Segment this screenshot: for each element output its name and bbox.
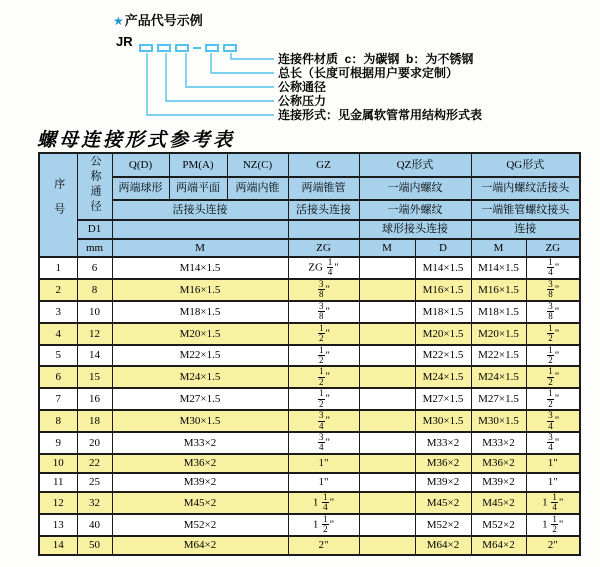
cell-m-thread: M52×2 [112,514,288,536]
cell-qg-m: M27×1.5 [471,388,526,410]
header-m-label: M [112,239,288,257]
diagram-label-pressure: 公称压力 [278,94,327,108]
cell-diameter: 18 [77,410,112,432]
header-union-connection: 活接头连接 [112,200,288,220]
cell-serial: 4 [39,323,77,345]
cell-serial: 13 [39,514,77,536]
header-qg-m: M [471,239,526,257]
cell-diameter: 6 [77,257,112,279]
table-row [39,279,580,301]
cell-m-thread: M36×2 [112,454,288,473]
cell-m-thread: M64×2 [112,536,288,555]
cell-qg-m: M64×2 [471,536,526,555]
table-title: 螺母连接形式参考表 [37,130,236,151]
header-qg-zg: ZG [526,239,580,257]
cell-serial: 8 [39,410,77,432]
header-pm-desc: 两端平面 [169,177,227,200]
cell-qg-m: M30×1.5 [471,410,526,432]
cell-serial: 6 [39,366,77,388]
header-d1: D1 [77,220,112,239]
col-header-qg-form: QG形式 [471,153,580,177]
table-row [39,454,580,473]
table-body [39,257,580,555]
header-mm: mm [77,239,112,257]
header-qg-desc: 一端内螺纹活接头 [471,177,580,200]
table-row [39,432,580,454]
header-zg-label: ZG [288,239,359,257]
table-row [39,473,580,492]
cell-m-thread: M18×1.5 [112,301,288,323]
code-box-icon [157,44,171,52]
cell-qg-m: M33×2 [471,432,526,454]
col-header-qz-form: QZ形式 [359,153,471,177]
cell-qz-m [359,257,415,279]
cell-qz-d: M16×1.5 [415,279,471,301]
header-empty-gz [288,220,359,239]
cell-qg-zg: 1 $\frac{1}{2}$ " [526,514,580,536]
table-row [39,536,580,555]
cell-qg-m: M14×1.5 [471,257,526,279]
diagram-label-material: 连接件材质 c：为碳钢 b：为不锈钢 [278,52,474,66]
table-row [39,345,580,367]
cell-qg-zg: $\frac{1}{4}$ " [526,257,580,279]
col-header-nz: NZ(C) [227,153,288,177]
cell-m-thread: M22×1.5 [112,345,288,367]
product-code-prefix: JR [116,34,133,49]
cell-qz-d: M36×2 [415,454,471,473]
col-header-pm: PM(A) [169,153,227,177]
cell-qz-m [359,323,415,345]
cell-qg-m: M16×1.5 [471,279,526,301]
cell-qg-zg: $\frac{3}{8}$ " [526,301,580,323]
code-box-icon [205,44,219,52]
cell-gz-thread: $\frac{3}{8}$ " [288,279,359,301]
header-nz-desc: 两端内锥 [227,177,288,200]
cell-qg-m: M18×1.5 [471,301,526,323]
code-box-icon [139,44,153,52]
cell-qz-m [359,279,415,301]
cell-diameter: 15 [77,366,112,388]
cell-serial: 7 [39,388,77,410]
star-icon: ★ [113,14,124,28]
cell-gz-thread: 1 $\frac{1}{4}$ " [288,492,359,514]
cell-qg-zg: $\frac{1}{2}$ " [526,388,580,410]
cell-diameter: 22 [77,454,112,473]
cell-serial: 11 [39,473,77,492]
cell-gz-thread: $\frac{1}{2}$ " [288,323,359,345]
header-qz-connection: 一端外螺纹 [359,200,471,220]
header-gz-desc: 两端锥管 [288,177,359,200]
cell-qz-m [359,514,415,536]
cell-diameter: 14 [77,345,112,367]
cell-diameter: 32 [77,492,112,514]
header-empty-m [112,220,288,239]
diagram-label-connection: 连接形式：见金属软管常用结构形式表 [278,108,483,122]
col-header-q: Q(D) [112,153,169,177]
table-header [39,153,580,257]
table-row [39,301,580,323]
cell-m-thread: M24×1.5 [112,366,288,388]
cell-gz-thread: $\frac{1}{2}$ " [288,388,359,410]
cell-m-thread: M14×1.5 [112,257,288,279]
cell-serial: 10 [39,454,77,473]
cell-qz-d: M18×1.5 [415,301,471,323]
cell-qg-zg: 2" [526,536,580,555]
cell-diameter: 20 [77,432,112,454]
cell-qz-d: M45×2 [415,492,471,514]
cell-qg-zg: 1" [526,454,580,473]
cell-qz-m [359,536,415,555]
cell-qz-m [359,301,415,323]
cell-qz-m [359,432,415,454]
header-qz-connection2: 球形接头连接 [359,220,471,239]
cell-qz-m [359,366,415,388]
cell-gz-thread: $\frac{1}{2}$ " [288,366,359,388]
cell-serial: 12 [39,492,77,514]
cell-qg-m: M24×1.5 [471,366,526,388]
cell-qg-m: M36×2 [471,454,526,473]
cell-qg-m: M39×2 [471,473,526,492]
cell-gz-thread: 1" [288,454,359,473]
cell-gz-thread: ZG $\frac{1}{4}$ " [288,257,359,279]
cell-qz-d: M27×1.5 [415,388,471,410]
cell-qz-d: M33×2 [415,432,471,454]
col-header-gz: GZ [288,153,359,177]
cell-qg-zg: $\frac{3}{8}$ " [526,279,580,301]
product-code-heading [113,14,203,28]
table-row [39,257,580,279]
code-box-icon [175,44,189,52]
cell-qz-d: M39×2 [415,473,471,492]
cell-m-thread: M39×2 [112,473,288,492]
cell-serial: 3 [39,301,77,323]
cell-qz-m [359,345,415,367]
code-box-icon [223,44,237,52]
col-header-serial: 序号 [39,153,77,257]
table-row [39,323,580,345]
cell-qz-m [359,410,415,432]
cell-gz-thread: 2" [288,536,359,555]
cell-qz-d: M52×2 [415,514,471,536]
table-row [39,388,580,410]
cell-qg-zg: $\frac{1}{2}$ " [526,366,580,388]
cell-qg-zg: $\frac{1}{2}$ " [526,345,580,367]
cell-qz-m [359,388,415,410]
cell-qg-zg: $\frac{3}{4}$ " [526,410,580,432]
cell-serial: 2 [39,279,77,301]
cell-qz-m [359,454,415,473]
cell-serial: 5 [39,345,77,367]
header-qz-m: M [359,239,415,257]
cell-diameter: 10 [77,301,112,323]
cell-m-thread: M45×2 [112,492,288,514]
cell-qz-d: M14×1.5 [415,257,471,279]
table-row [39,514,580,536]
table-row [39,410,580,432]
cell-qg-m: M22×1.5 [471,345,526,367]
cell-m-thread: M20×1.5 [112,323,288,345]
cell-m-thread: M27×1.5 [112,388,288,410]
cell-diameter: 40 [77,514,112,536]
cell-qz-m [359,492,415,514]
diagram-label-length: 总长（长度可根据用户要求定制） [278,66,459,80]
cell-qz-m [359,473,415,492]
header-qz-desc: 一端内螺纹 [359,177,471,200]
cell-m-thread: M16×1.5 [112,279,288,301]
cell-diameter: 25 [77,473,112,492]
cell-gz-thread: $\frac{3}{8}$ " [288,301,359,323]
header-qg-connection: 一端锥管螺纹接头 [471,200,580,220]
header-qg-connection2: 连接 [471,220,580,239]
cell-gz-thread: 1 $\frac{1}{2}$ " [288,514,359,536]
cell-m-thread: M33×2 [112,432,288,454]
product-code-heading-text: 产品代号示例 [124,13,203,28]
header-qz-d: D [415,239,471,257]
cell-diameter: 16 [77,388,112,410]
table-row [39,366,580,388]
cell-qz-d: M30×1.5 [415,410,471,432]
cell-serial: 14 [39,536,77,555]
cell-qg-zg: 1 $\frac{1}{4}$ " [526,492,580,514]
code-dash-icon [193,47,201,49]
cell-m-thread: M30×1.5 [112,410,288,432]
cell-qg-zg: 1" [526,473,580,492]
cell-qz-d: M24×1.5 [415,366,471,388]
cell-diameter: 8 [77,279,112,301]
cell-qg-m: M52×2 [471,514,526,536]
header-gz-connection: 活接头连接 [288,200,359,220]
product-code-boxes [139,43,237,52]
cell-gz-thread: $\frac{1}{2}$ " [288,345,359,367]
col-header-nominal-diameter: 公称通径 [77,153,112,220]
cell-gz-thread: $\frac{3}{4}$ " [288,410,359,432]
cell-qg-zg: $\frac{1}{2}$ " [526,323,580,345]
table-row [39,492,580,514]
nut-connection-table [38,152,581,556]
cell-diameter: 50 [77,536,112,555]
cell-qz-d: M64×2 [415,536,471,555]
cell-serial: 9 [39,432,77,454]
cell-qg-zg: $\frac{3}{4}$ " [526,432,580,454]
cell-qg-m: M20×1.5 [471,323,526,345]
header-q-desc: 两端球形 [112,177,169,200]
cell-gz-thread: 1" [288,473,359,492]
cell-qz-d: M22×1.5 [415,345,471,367]
cell-diameter: 12 [77,323,112,345]
cell-serial: 1 [39,257,77,279]
cell-qz-d: M20×1.5 [415,323,471,345]
cell-qg-m: M45×2 [471,492,526,514]
diagram-label-diameter: 公称通径 [278,80,327,94]
cell-gz-thread: $\frac{3}{4}$ " [288,432,359,454]
